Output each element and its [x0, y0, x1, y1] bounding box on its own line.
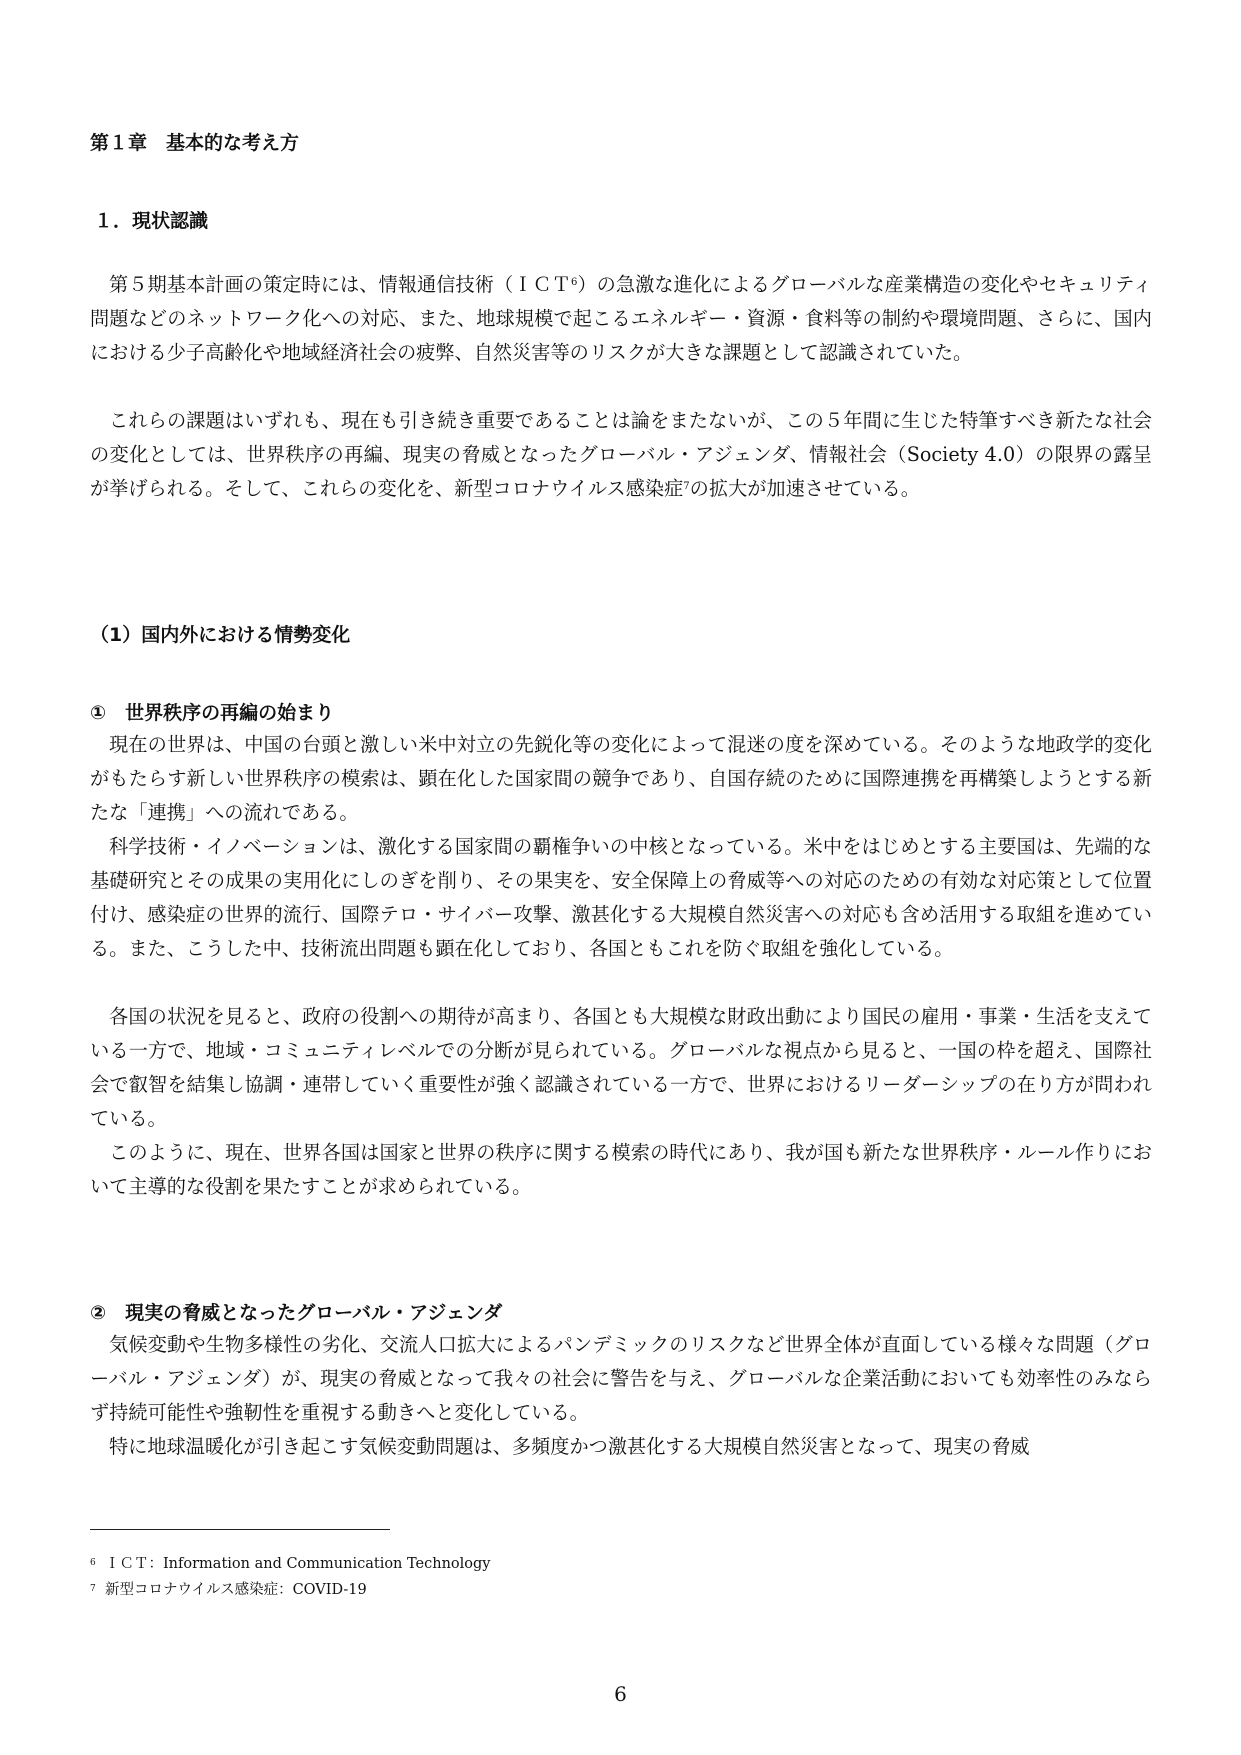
item2-title: ② 現実の脅威となったグローバル・アジェンダ — [90, 1302, 503, 1324]
item1-paragraph-3: 各国の状況を見ると、政府の役割への期待が高まり、各国とも大規模な財政出動により国民の雇用・事業・生活を支えている一方で、地域・コミュニティレベルでの分断が見られている。グローバルな視点から見ると、一国の枠を超え、国際社会で叡智を結集し協調・連帯していく重要性が強く認識されている一方で、世界におけるリーダーシップの在り方が問われている。 — [90, 1005, 1152, 1130]
item1-paragraph-1: 現在の世界は、中国の台頭と激しい米中対立の先鋭化等の変化によって混迷の度を深めている。そのような地政学的変化がもたらす新しい世界秩序の模索は、顕在化した国家間の競争であり、自国存続のために国際連携を再構築しようとする新たな「連携」への流れである。 — [90, 733, 1152, 824]
footnote-ref-7[interactable]: 7 — [683, 481, 690, 492]
item2-paragraph-2: 特に地球温暖化が引き起こす気候変動問題は、多頻度かつ激甚化する大規模自然災害となって、現実の脅威 — [109, 1435, 1030, 1458]
section-title: １．現状認識 — [94, 210, 209, 232]
footnote-number: 7 — [90, 1584, 96, 1594]
intro-paragraph-2: これらの課題はいずれも、現在も引き続き重要であることは論をまたないが、この５年間に生じた特筆すべき新たな社会の変化としては、世界秩序の再編、現実の脅威となったグローバル・アジェンダ、情報社会（Society 4.0）の限界の露呈が挙げられる。そして、これらの変化を、新型コロナウイルス感染症$^7$の拡大が加速させている。 — [90, 409, 1152, 500]
footnote-number: 6 — [90, 1558, 96, 1568]
footnote-7 — [90, 1580, 367, 1600]
intro-paragraph-1: 第５期基本計画の策定時には、情報通信技術（ＩＣＴ$^6$）の急激な進化によるグローバルな産業構造の変化やセキュリティ問題などのネットワーク化への対応、また、地球規模で起こるエネルギー・資源・食料等の制約や環境問題、さらに、国内における少子高齢化や地域経済社会の疲弊、自然災害等のリスクが大きな課題として認識されていた。 — [90, 273, 1152, 364]
item1-paragraph-2: 科学技術・イノベーションは、激化する国家間の覇権争いの中核となっている。米中をはじめとする主要国は、先端的な基礎研究とその成果の実用化にしのぎを削り、その果実を、安全保障上の脅威等への対応のための有効な対応策として位置付け、感染症の世界的流行、国際テロ・サイバー攻撃、激甚化する大規模自然災害への対応も含め活用する取組を進めている。また、こうした中、技術流出問題も顕在化しており、各国ともこれを防ぐ取組を強化している。 — [90, 835, 1152, 960]
footnote-divider — [90, 1529, 390, 1530]
footnote-ref-6[interactable]: 6 — [571, 277, 578, 288]
item1-title: ① 世界秩序の再編の始まり — [90, 702, 335, 724]
footnote-text: ＩＣＴ：Information and Communication Technology — [104, 1556, 491, 1572]
item2-paragraph-1: 気候変動や生物多様性の劣化、交流人口拡大によるパンデミックのリスクなど世界全体が直面している様々な問題（グローバル・アジェンダ）が、現実の脅威となって我々の社会に警告を与え、グローバルな企業活動においても効率性のみならず持続可能性や強靭性を重視する動きへと変化している。 — [90, 1333, 1152, 1424]
footnote-6 — [90, 1554, 491, 1574]
chapter-title: 第１章 基本的な考え方 — [90, 132, 300, 154]
item1-paragraph-4: このように、現在、世界各国は国家と世界の秩序に関する模索の時代にあり、我が国も新たな世界秩序・ルール作りにおいて主導的な役割を果たすことが求められている。 — [90, 1141, 1152, 1198]
footnote-text: 新型コロナウイルス感染症：COVID-19 — [104, 1582, 367, 1598]
subsection-title: （1）国内外における情勢変化 — [90, 624, 351, 646]
page-number: 6 — [614, 1682, 627, 1706]
